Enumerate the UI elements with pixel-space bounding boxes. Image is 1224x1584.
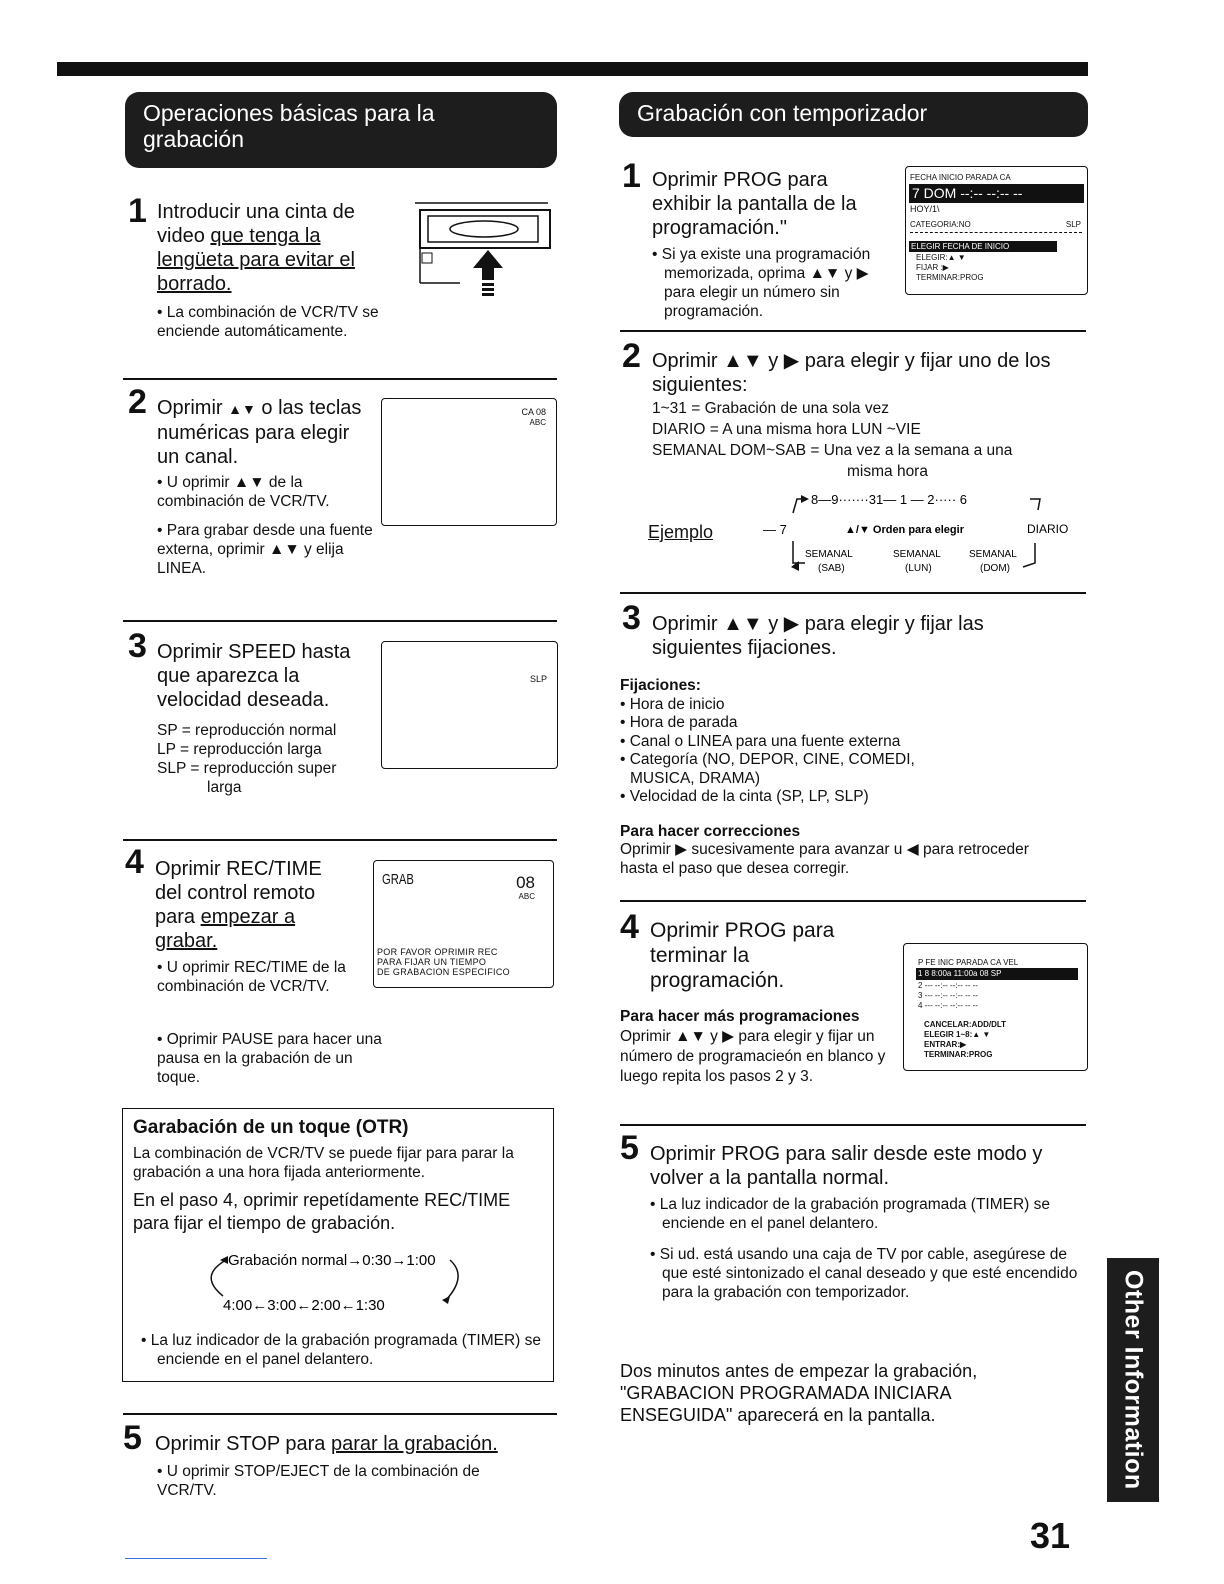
text-line: Introducir una cinta de xyxy=(157,201,355,223)
footer-line xyxy=(125,1558,267,1559)
screen-line: DE GRABACION ESPECIFICO xyxy=(377,967,510,977)
text-line: para xyxy=(155,906,201,928)
screen-line: PARA FIJAR UN TIEMPO xyxy=(377,957,487,967)
step-2-text xyxy=(157,396,377,469)
diagram-semanal: SEMANAL xyxy=(893,549,941,560)
settings-title: Fijaciones: xyxy=(620,677,701,694)
bullet-text: • Si ya existe una programación memorizada, oprima ▲▼ y ▶ para elegir un número sin programación. xyxy=(652,246,870,320)
corrections-text: Oprimir ▶ sucesivamente para avanzar u ◀ para retroceder hasta el paso que desea corregir. xyxy=(620,841,1029,877)
step-number: 3 xyxy=(622,599,641,637)
screen-message xyxy=(377,947,510,977)
diagram-diario: DIARIO xyxy=(1027,522,1069,536)
text-line: Oprimir REC/TIME xyxy=(155,858,322,880)
bullet-text: • U oprimir REC/TIME de la combinación de VCR/TV. xyxy=(157,958,362,996)
screen-row: 2 --- --:-- --:-- -- -- xyxy=(918,981,978,990)
screen-rows xyxy=(918,981,978,1011)
divider xyxy=(123,620,557,622)
option-item: misma hora xyxy=(847,463,928,480)
step-4-text xyxy=(155,857,375,953)
text-fragment: parar la grabación. xyxy=(330,1433,498,1455)
otr-time-cycle xyxy=(198,1244,468,1319)
text-fragment: o las teclas numéricas para elegir un canal. xyxy=(157,397,362,468)
text-line: borrado. xyxy=(157,273,232,295)
option-list xyxy=(652,398,1082,482)
section-title-text: Operaciones básicas para la grabación xyxy=(143,100,435,152)
option-item: DIARIO = A una misma hora LUN ~VIE xyxy=(652,421,921,438)
text-line: del control remoto xyxy=(155,882,316,904)
screen-instructions xyxy=(924,1020,1006,1060)
screen-line: ENTRAR:▶ xyxy=(924,1040,967,1049)
text-line: empezar a xyxy=(200,906,296,928)
screen-text: CATEGORIA:NO xyxy=(910,220,971,229)
bullet-text: • La combinación de VCR/TV se enciende automáticamente. xyxy=(157,303,427,341)
step-5-note xyxy=(157,1462,537,1500)
section-title-timer-recording xyxy=(619,92,1088,137)
screen-label: ABC xyxy=(529,418,546,427)
corrections-title: Para hacer correcciones xyxy=(620,822,801,840)
step-1-note xyxy=(157,303,427,341)
step-5-text xyxy=(155,1432,555,1456)
step-number: 1 xyxy=(622,157,641,195)
option-item: SEMANAL DOM~SAB = Una vez a la semana a una xyxy=(652,442,1013,459)
diagram-dom: (DOM) xyxy=(980,563,1010,574)
divider xyxy=(123,839,557,841)
example-label: Ejemplo xyxy=(648,522,714,542)
step-number: 5 xyxy=(123,1419,142,1457)
text-fragment: Oprimir xyxy=(157,397,229,419)
step-4-notes-2 xyxy=(157,1030,387,1087)
step-4-text: Oprimir PROG para terminar la programación. xyxy=(650,919,835,992)
cycle-top-text: Grabación normal→0:30→1:00 xyxy=(228,1252,436,1269)
screen-line: POR FAVOR OPRIMIR REC xyxy=(377,947,498,957)
step-1-text: Oprimir PROG para exhibir la pantalla de la programación." xyxy=(652,169,857,239)
divider xyxy=(620,900,1086,902)
screen-line: FIJAR :▶ xyxy=(916,263,949,272)
text-line: grabar. xyxy=(155,930,218,952)
screen-channel: CA 08 xyxy=(521,407,546,417)
screen-grab: GRAB xyxy=(382,871,414,888)
diagram-top-row: 8—9·······31— 1 — 2····· 6 xyxy=(811,492,968,507)
speed-item: SLP = reproducción super xyxy=(157,760,337,777)
step-number: 1 xyxy=(128,192,147,230)
screen-line: TERMINAR:PROG xyxy=(916,273,984,282)
order-diagram xyxy=(755,485,1080,580)
step-1-note xyxy=(652,245,897,321)
section-title-text: Grabación con temporizador xyxy=(637,100,928,126)
otr-paragraph: En el paso 4, oprimir repetídamente REC/TIME para fijar el tiempo de grabación. xyxy=(133,1190,511,1233)
step-2-notes xyxy=(157,473,377,578)
settings-item: • Canal o LINEA para una fuente externa xyxy=(620,733,1080,752)
screen-label: ABC xyxy=(518,892,535,901)
step-number: 4 xyxy=(620,908,639,946)
bullet-text: • La luz indicador de la grabación programada (TIMER) se enciende en el panel delantero. xyxy=(141,1332,541,1368)
page-number: 31 xyxy=(1030,1515,1071,1556)
diagram-seven: — 7 xyxy=(763,522,787,537)
otr-box xyxy=(122,1108,554,1382)
screen-line: TERMINAR:PROG xyxy=(924,1050,993,1059)
diagram-lun: (LUN) xyxy=(905,563,932,574)
step-3-text: Oprimir SPEED hasta que aparezca la velocidad deseada. xyxy=(157,641,351,711)
more-programs-title: Para hacer más programaciones xyxy=(620,1008,860,1025)
screen-instructions xyxy=(916,253,984,283)
screen-row: 3 --- --:-- --:-- -- -- xyxy=(918,991,978,1000)
diagram-semanal: SEMANAL xyxy=(969,549,1017,560)
cycle-bottom-text: 4:00←3:00←2:00←1:30 xyxy=(223,1297,385,1314)
option-item: 1~31 = Grabación de una sola vez xyxy=(652,400,889,417)
diagram-order-label: ▲/▼ Orden para elegir xyxy=(845,524,964,536)
speed-item: LP = reproducción larga xyxy=(157,741,322,758)
step-number: 4 xyxy=(125,843,144,881)
divider xyxy=(620,1124,1086,1126)
screen-highlight: ELEGIR FECHA DE INICIO xyxy=(909,241,1057,252)
side-tab-other-information xyxy=(1107,1258,1159,1502)
bullet-text: • U oprimir ▲▼ de la combinación de VCR/TV. xyxy=(157,473,377,511)
step-1-text xyxy=(157,200,407,296)
tv-screen-program xyxy=(905,166,1088,295)
step-3-text: Oprimir ▲▼ y ▶ para elegir y fijar las siguientes fijaciones. xyxy=(652,613,984,659)
screen-text: HOY/1\ xyxy=(910,204,940,214)
step-5-notes xyxy=(650,1195,1082,1302)
speed-item: larga xyxy=(207,779,242,796)
step-5-text: Oprimir PROG para salir desde este modo y volver a la pantalla normal. xyxy=(650,1143,1043,1189)
up-down-arrows-icon: ▲▼ xyxy=(228,401,256,417)
speed-item: SP = reproducción normal xyxy=(157,722,337,739)
tv-screen-speed xyxy=(381,641,558,769)
step-number: 3 xyxy=(128,627,147,665)
final-note: Dos minutos antes de empezar la grabación, "GRABACION PROGRAMADA INICIARA ENSEGUIDA" aparecerá en la pantalla. xyxy=(620,1361,978,1425)
screen-line: CANCELAR:ADD/DLT xyxy=(924,1020,1007,1029)
settings-item: • Velocidad de la cinta (SP, LP, SLP) xyxy=(620,788,1080,807)
step-4-notes xyxy=(157,958,362,996)
screen-divider xyxy=(910,232,1082,233)
diagram-semanal: SEMANAL xyxy=(805,549,853,560)
settings-item: • Hora de parada xyxy=(620,714,1080,733)
settings-item: • Categoría (NO, DEPOR, CINE, COMEDI, xyxy=(620,751,1080,770)
screen-line: ELEGIR 1~8:▲ ▼ xyxy=(924,1030,991,1039)
otr-paragraph: La combinación de VCR/TV se puede fijar para parar la grabación a una hora fijada anteriormente. xyxy=(133,1145,514,1181)
screen-selected-row: 7 DOM --:-- --:-- -- xyxy=(909,184,1084,203)
cassette-illustration xyxy=(400,198,560,303)
bullet-text: • Si ud. está usando una caja de TV por cable, asegúrese de que esté sintonizado el canal deseado y que esté encendido para la grabación con temporizador. xyxy=(662,1245,1082,1302)
screen-line: ELEGIR:▲ ▼ xyxy=(916,253,966,262)
screen-text: SLP xyxy=(1065,220,1081,229)
step-number: 2 xyxy=(128,383,147,421)
bullet-text: • Oprimir PAUSE para hacer una pausa en la grabación de un toque. xyxy=(157,1030,387,1087)
step-number: 5 xyxy=(620,1129,639,1167)
bullet-text: • Para grabar desde una fuente externa, oprimir ▲▼ y elija LINEA. xyxy=(157,521,377,578)
screen-header: FECHA INICIO PARADA CA xyxy=(910,173,1011,182)
diagram-sab: (SAB) xyxy=(818,563,845,574)
otr-title: Garabación de un toque (OTR) xyxy=(133,1117,409,1138)
top-rule xyxy=(57,62,1088,76)
more-programs xyxy=(620,1007,898,1087)
section-title-basic-recording xyxy=(125,92,557,168)
bullet-text: • U oprimir STOP/EJECT de la combinación de VCR/TV. xyxy=(157,1462,537,1500)
screen-speed: SLP xyxy=(529,674,547,684)
screen-row: 4 --- --:-- --:-- -- -- xyxy=(918,1001,978,1010)
divider xyxy=(620,592,1086,594)
text-line: video xyxy=(157,225,211,247)
settings-item: MUSICA, DRAMA) xyxy=(630,769,761,787)
bullet-text: • La luz indicador de la grabación programada (TIMER) se enciende en el panel delantero. xyxy=(662,1195,1082,1233)
divider xyxy=(123,378,557,380)
text-line: que tenga la xyxy=(210,225,321,247)
screen-channel: 08 xyxy=(516,873,535,892)
speed-list xyxy=(157,721,377,797)
text-line: lengüeta para evitar el xyxy=(157,249,355,271)
divider xyxy=(123,1413,557,1415)
more-programs-text: Oprimir ▲▼ y ▶ para elegir y fijar un número de programacieón en blanco y luego repita los pasos 2 y 3. xyxy=(620,1028,886,1085)
screen-header: P FE INIC PARADA CA VEL xyxy=(918,958,1019,967)
settings-item: • Hora de inicio xyxy=(620,696,1080,715)
step-2-text: Oprimir ▲▼ y ▶ para elegir y fijar uno de los siguientes: xyxy=(652,350,1051,396)
tv-screen-program-list xyxy=(903,943,1088,1071)
divider xyxy=(620,330,1086,332)
step-number: 2 xyxy=(622,337,641,375)
settings-list xyxy=(620,677,1080,878)
tv-screen-channel xyxy=(381,398,557,526)
otr-bullet xyxy=(141,1331,541,1369)
side-tab-label: Other Information xyxy=(1119,1270,1148,1490)
text-fragment: Oprimir STOP para xyxy=(155,1433,331,1455)
screen-selected-row: 1 8 8:00a 11:00a 08 SP xyxy=(916,968,1078,980)
tv-screen-grab xyxy=(373,860,554,988)
